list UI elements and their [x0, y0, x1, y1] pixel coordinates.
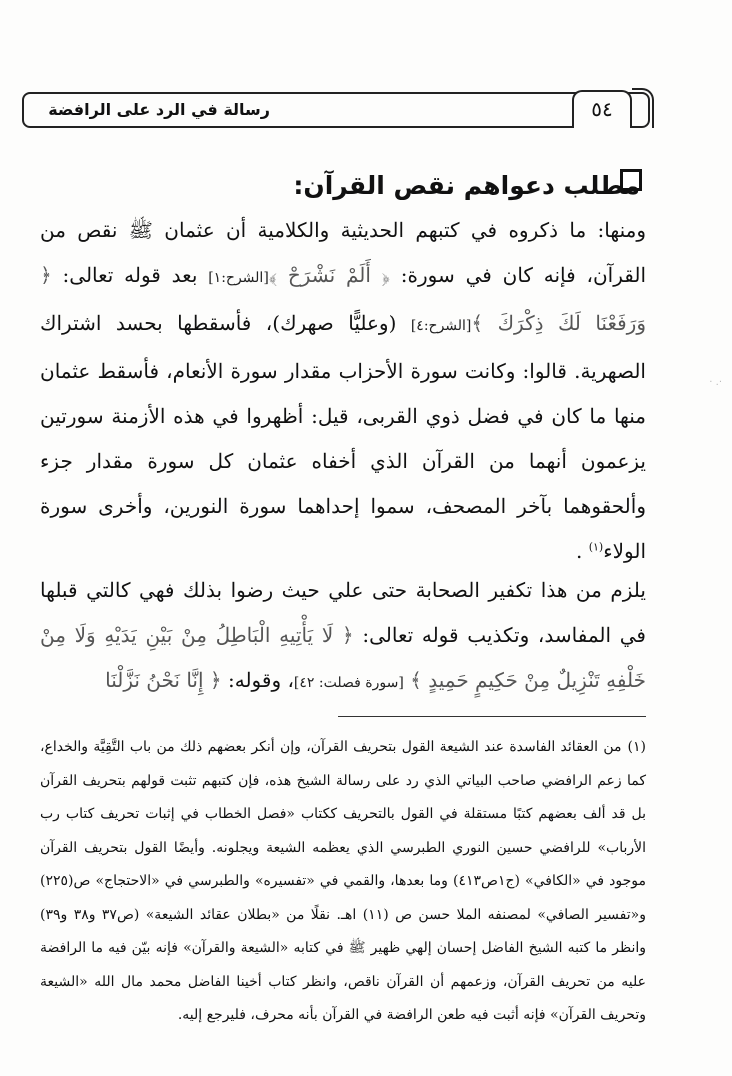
verse-reference: [سورة فصلت: ٤٢]	[293, 675, 404, 691]
footnote-divider	[338, 716, 646, 717]
footnote	[40, 731, 646, 1061]
paragraph-text: .	[575, 539, 589, 563]
header-corner-ornament	[632, 88, 654, 128]
verse-reference: [الشرح:١]	[208, 270, 269, 286]
body-paragraph-2	[40, 568, 646, 702]
verse-reference: [الشرح:٤]	[410, 318, 472, 334]
quran-verse: ﴿ وَرَفَعْنَا لَكَ ذِكْرَكَ ﴾	[40, 263, 646, 335]
paragraph-text: (وعليًّا صهرك)، فأسقطها بحسد اشتراك الصهرية. قالوا: وكانت سورة الأحزاب مقدار سورة الأنعام، فأسقط عثمان منها ما كان في فضل ذوي القربى، قيل: أظهروا في هذه الأزمنة سورتين يزعمون أنهما من القرآن الذي أخفاه عثمان كل سورة مقدار جزء وألحقوهما بآخر المصحف، سموا إحداهما سورة النورين، وأخرى سورة الولاء	[40, 311, 646, 563]
body-paragraph-1	[40, 208, 646, 568]
footnote-number: (١)	[627, 739, 646, 755]
paragraph-text: ومنها: ما ذكروه في كتبهم الحديثية والكلامية أن عثمان ﷺ نقص من القرآن، فإنه كان في سورة:	[40, 218, 646, 287]
running-header-title: رسالة في الرد على الرافضة	[48, 100, 270, 119]
section-heading: مطلب دعواهم نقص القرآن:	[293, 171, 640, 200]
paragraph-text: ، وقوله:	[221, 668, 294, 692]
paragraph-text: يلزم من هذا تكفير الصحابة حتى علي حيث رضوا بذلك فهي كالتي قبلها في المفاسد، وتكذيب قوله تعالى:	[40, 578, 646, 647]
quran-verse: ﴿ لَا يَأْتِيهِ الْبَاطِلُ مِنْ بَيْنِ يَدَيْهِ وَلَا مِنْ خَلْفِهِ تَنْزِيلٌ مِنْ حَكِيمٍ حَمِيدٍ ﴾	[40, 623, 646, 692]
footnote-text: من العقائد الفاسدة عند الشيعة القول بتحريف القرآن، وإن أنكر بعضهم ذلك من باب التَّقِيَّة والخداع، كما زعم الرافضي صاحب البياتي الذي رد على رسالة الشيخ هذه، فإن كتبهم تثبت قولهم بتحريف القرآن بل قد ألف بعضهم كتبًا مستقلة في القول بالتحريف ككتاب «فصل الخطاب في إثبات تحريف كتاب رب الأرباب» للرافضي حسين النوري الطبرسي الذي يعظمه الشيعة ويجلونه. وأيضًا القول بتحريف القرآن موجود في «الكافي» (ج١ص٤١٣) وما بعدها، والقمي في «تفسيره» والطبرسي في «الاحتجاج» ص(٢٢٥) و«تفسير الصافي» لمصنفه الملا حسن ص (١١) اهـ. نقلًا من «بطلان عقائد الشيعة» (ص٣٧ و٣٨ و٣٩) وانظر ما كتبه الشيخ الفاضل إحسان إلهي ظهير ﷺ في كتابه «الشيعة والقرآن» فإنه بيّن فيه ما الرافضة عليه من تحريف القرآن، وزعمهم أن القرآن ناقص، وانظر كتاب أخينا الفاضل محمد مال الله «الشيعة وتحريف القرآن» فإنه أثبت فيه طعن الرافضة في القرآن بأنه محرف، فليرجع إليه.	[40, 739, 646, 1023]
quran-verse: ﴿ إِنَّا نَحْنُ نَزَّلْنَا	[105, 668, 222, 692]
paragraph-text: بعد قوله تعالى:	[51, 263, 209, 287]
margin-specks: ·. ·	[709, 377, 722, 388]
footnote-marker: (١)	[588, 540, 604, 554]
page-number: ٥٤	[572, 90, 632, 128]
quran-verse: ﴿ أَلَمْ نَشْرَحْ ﴾	[268, 263, 390, 287]
